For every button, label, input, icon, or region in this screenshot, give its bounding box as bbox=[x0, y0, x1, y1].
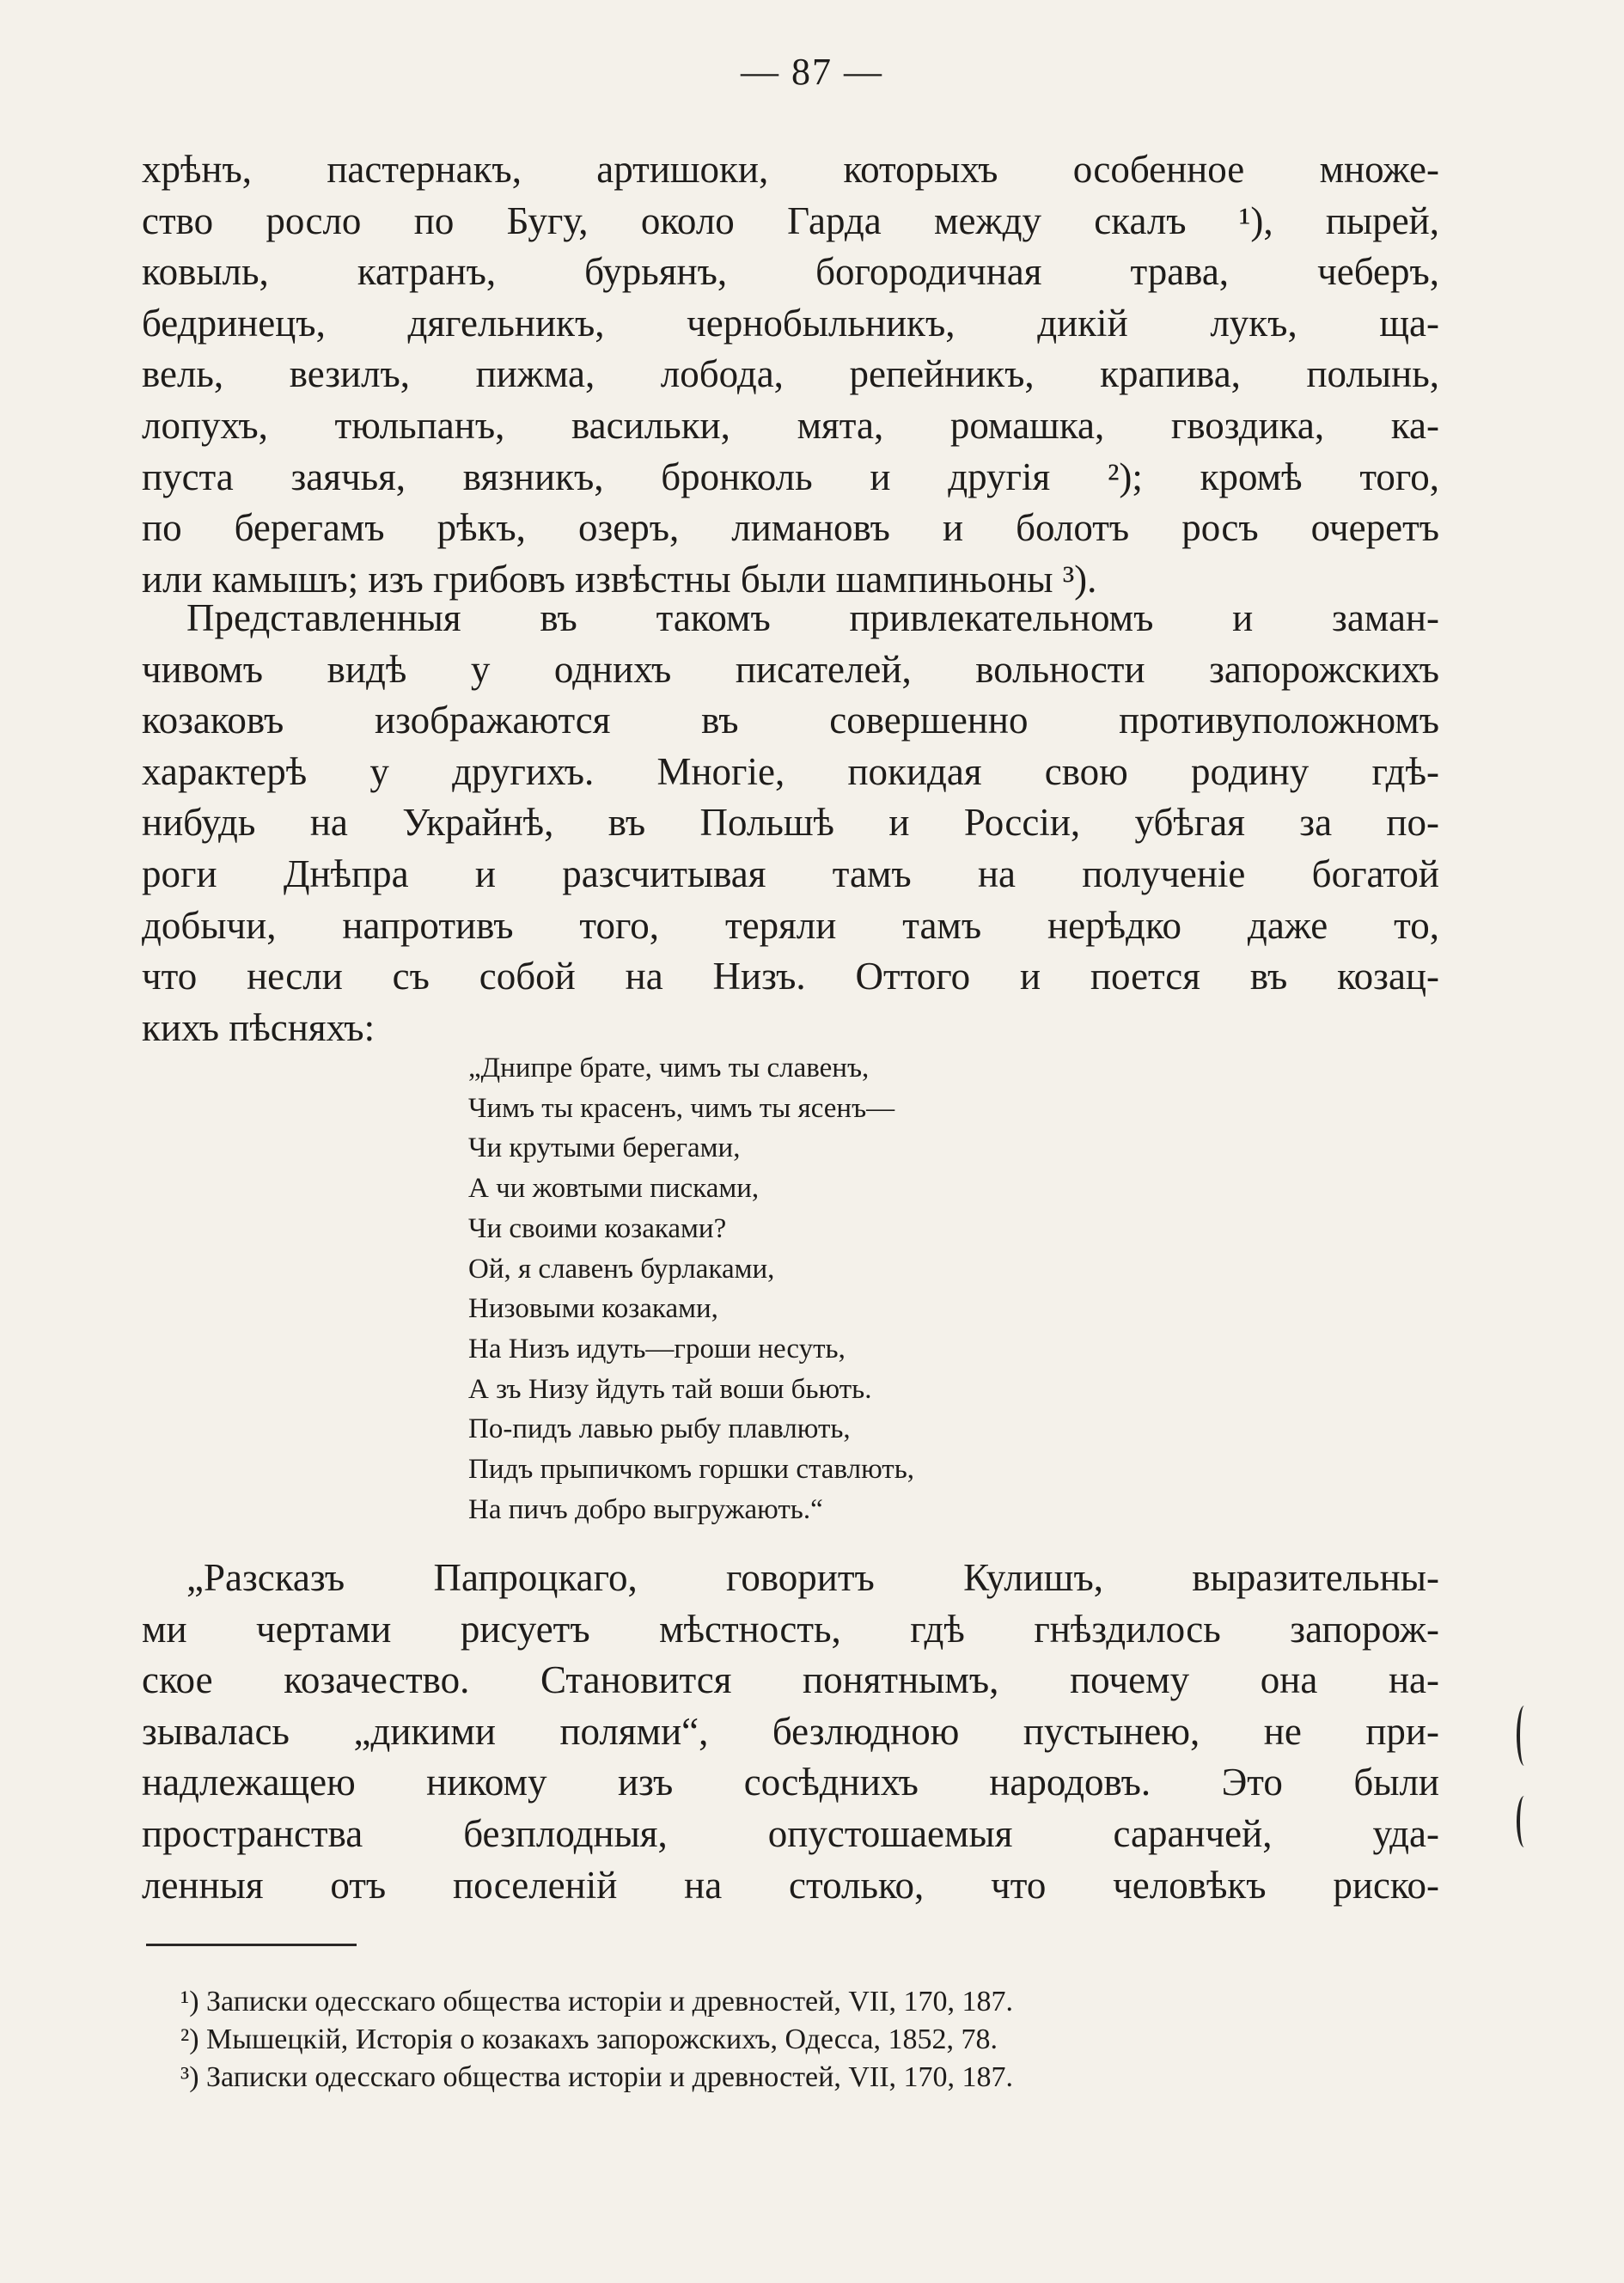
folk-song-poem bbox=[468, 1048, 914, 1529]
paragraph-cossacks bbox=[142, 593, 1439, 1053]
text-line: надлежащею никому изъ сосѣднихъ народовъ. Это были bbox=[142, 1761, 1439, 1804]
poem-line: Пидъ прыпичкомъ горшки ставлють, bbox=[468, 1454, 915, 1486]
poem-line: По-пидъ лавью рыбу плавлють, bbox=[468, 1413, 851, 1445]
text-line: ство росло по Бугу, около Гарда между скалъ ¹), пырей, bbox=[142, 198, 1439, 242]
text-line: что несли съ собой на Низъ. Оттого и поется въ козац- bbox=[142, 955, 1439, 998]
paragraph-plants bbox=[142, 144, 1439, 605]
text-line: вель, везилъ, пижма, лобода, репейникъ, крапива, полынь, bbox=[142, 352, 1439, 396]
margin-bracket-mark bbox=[1517, 1796, 1532, 1847]
poem-line: На Низъ идуть—гроши несуть, bbox=[468, 1333, 846, 1364]
paragraph-kulish-quote bbox=[142, 1553, 1439, 1911]
text-line: бедринецъ, дягельникъ, чернобыльникъ, дикій лукъ, ща- bbox=[142, 301, 1439, 345]
text-line: кихъ пѣсняхъ: bbox=[142, 1005, 375, 1049]
poem-line: „Днипре брате, чимъ ты славенъ, bbox=[468, 1053, 870, 1084]
text-line: роги Днѣпра и разсчитывая тамъ на полученіе богатой bbox=[142, 852, 1439, 895]
poem-line: А зъ Низу йдуть тай воши бьють. bbox=[468, 1373, 872, 1405]
text-line: „Разсказъ Папроцкаго, говоритъ Кулишъ, выразительны- bbox=[186, 1556, 1439, 1599]
page-number: — 87 — bbox=[741, 51, 883, 93]
footnote-separator bbox=[146, 1944, 357, 1946]
footnote: ³) Записки одесскаго общества исторіи и древностей, VII, 170, 187. bbox=[180, 2061, 1014, 2093]
text-line: пуста заячья, вязникъ, бронколь и другія ²); кромѣ того, bbox=[142, 455, 1439, 498]
text-line: ковыль, катранъ, бурьянъ, богородичная трава, чеберъ, bbox=[142, 250, 1439, 294]
text-line: чивомъ видѣ у однихъ писателей, вольности запорожскихъ bbox=[142, 647, 1439, 691]
text-line: или камышъ; изъ грибовъ извѣстны были шампиньоны ³). bbox=[142, 557, 1097, 601]
text-line: по берегамъ рѣкъ, озеръ, лимановъ и болотъ росъ очеретъ bbox=[142, 506, 1439, 550]
poem-line: Чимъ ты красенъ, чимъ ты ясенъ— bbox=[468, 1092, 895, 1124]
text-line: нибудь на Украйнѣ, въ Польшѣ и Россіи, убѣгая за по- bbox=[142, 801, 1439, 845]
poem-line: На пичъ добро выгружають.“ bbox=[468, 1493, 823, 1525]
text-line: ленныя отъ поселеній на столько, что человѣкъ риско- bbox=[142, 1863, 1439, 1907]
footnote: ¹) Записки одесскаго общества исторіи и древностей, VII, 170, 187. bbox=[180, 1986, 1014, 2017]
text-line: пространства безплодныя, опустошаемыя саранчей, уда- bbox=[142, 1811, 1439, 1855]
footnote: ²) Мышецкій, Исторія о козакахъ запорожскихъ, Одесса, 1852, 78. bbox=[180, 2024, 998, 2055]
text-line: Представленныя въ такомъ привлекательномъ и заман- bbox=[186, 596, 1439, 639]
poem-line: Низовыми козаками, bbox=[468, 1293, 718, 1325]
poem-line: Ой, я славенъ бурлаками, bbox=[468, 1253, 775, 1285]
footnotes bbox=[180, 1983, 1013, 2097]
text-line: характерѣ у другихъ. Многіе, покидая свою родину гдѣ- bbox=[142, 749, 1439, 793]
text-line: ское козачество. Становится понятнымъ, почему она на- bbox=[142, 1658, 1439, 1702]
text-line: зывалась „дикими полями“, безлюдною пустынею, не при- bbox=[142, 1709, 1439, 1753]
margin-bracket-mark bbox=[1517, 1706, 1532, 1766]
text-line: хрѣнъ, пастернакъ, артишоки, которыхъ особенное множе- bbox=[142, 148, 1439, 191]
text-line: козаковъ изображаются въ совершенно противуположномъ bbox=[142, 699, 1439, 742]
poem-line: А чи жовтыми писками, bbox=[468, 1173, 760, 1205]
text-line: ми чертами рисуетъ мѣстность, гдѣ гнѣздилось запорож- bbox=[142, 1607, 1439, 1651]
poem-line: Чи крутыми берегами, bbox=[468, 1132, 741, 1164]
poem-line: Чи своими козаками? bbox=[468, 1212, 727, 1244]
text-line: лопухъ, тюльпанъ, васильки, мята, ромашка, гвоздика, ка- bbox=[142, 403, 1439, 447]
text-line: добычи, напротивъ того, теряли тамъ нерѣдко даже то, bbox=[142, 903, 1439, 947]
